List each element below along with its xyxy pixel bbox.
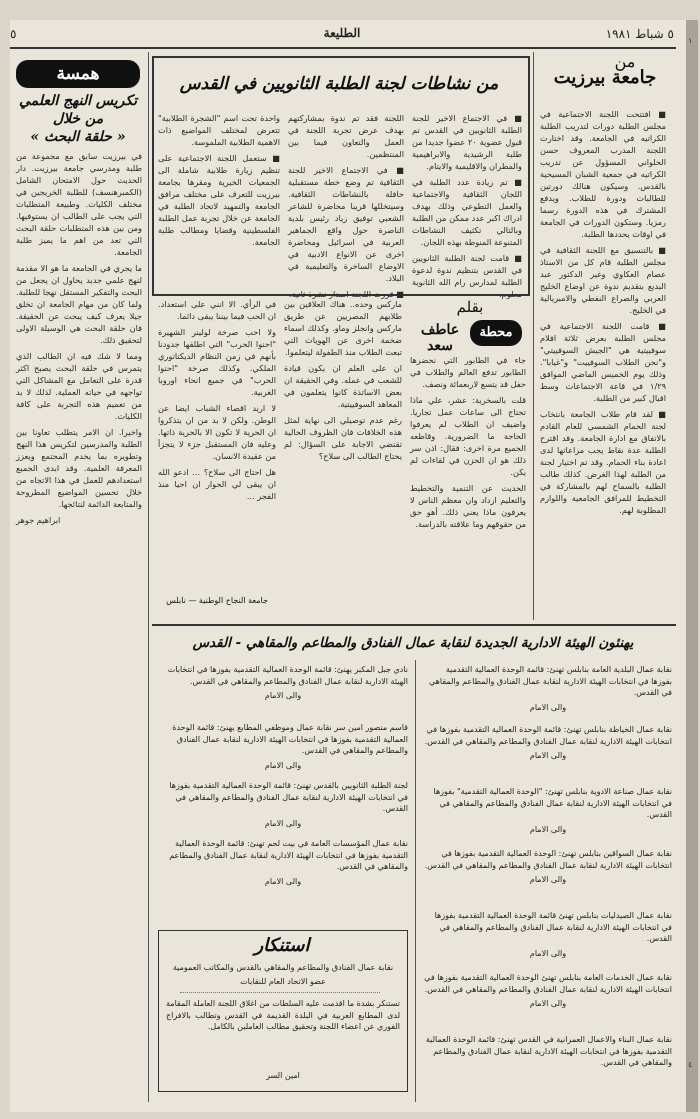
column-rule: [415, 660, 416, 1102]
notice-text: قاسم منصور امين سر نقابة عمال وموظفي المطابع يهنئ: قائمة الوحدة العمالية التقدمية بفوزها في انتخابات الهيئة الادارية لنقابة عمال الفنادق والمطاعم والمقاهي في القدس.: [172, 723, 408, 755]
left-article-tag: همسة: [16, 60, 140, 88]
congrats-notice: [424, 664, 672, 724]
mahatta-col-1: [410, 354, 526, 620]
congrats-notice: [158, 722, 408, 780]
istinkar-title: استنكار: [254, 935, 310, 956]
notice-text: نقابة عمال البلدية العامة بنابلس تهنئ: قائمة الوحدة العمالية التقدمية بفوزها في انتخابات الهيئة الادارية لنقابة عمال الفنادق والمطاعم والمقاهي في القدس.: [429, 665, 672, 697]
high-school-paragraph: ■ تم زيادة عدد الطلبة في اللجان الثقافية والاجتماعية والعمل التطوعي وذلك بهدف ادراك اكبر عدد ممكن من الطلبة وبالتالي تكثيف النشاطات المتنوعة المنوطة بهذه اللجان.: [412, 177, 522, 247]
notice-sign: والى الامام: [529, 751, 567, 760]
birzeit-paragraph: ■ لقد قام طلاب الجامعة بانتخاب لجنة الحمام الشمسي للعام القادم بالاتفاق مع ادارة الجامعة. وقد اقترح الطلبة عدة نقاط يجب مراعاتها لدى اعادة بناء الحمام. وقد تم اختيار لجنة من الطلبة لهذا الغرض. كذلك طالب الطلبة بالسماح لهم بالمشاركة في التخطيط للمرافق الجامعية واللوازم المطلوبة لهم.: [540, 409, 666, 515]
left-article-paragraph: ومما لا شك فيه ان الطالب الذي يتمرس في حلقة البحث يصبح اكثر قدرة على التعامل مع المشاكل التي تواجهه في حياته العملية. لذلك لا بد من تعميم هذه التجربة على كافة الكليات.: [16, 351, 142, 421]
notice-sign: والى الامام: [529, 999, 567, 1008]
mahatta-byline: بقلم: [456, 298, 484, 316]
page-header: [10, 26, 674, 46]
high-school-paragraph: ■ في الاجتماع الاخير للجنة الطلبة الثانويين في القدس تم قبول عضوية ٢٠ عضوا جديدا من طلبة الرشيدية والابراهيمية والمطران والاقليمية والايتام.: [412, 113, 522, 171]
congrats-notice: [424, 786, 672, 848]
birzeit-paragraph: ■ افتتحت اللجنة الاجتماعية في مجلس الطلبة دورات لتدريب الطلبة الكراتيه في الجامعة. وقد اختارت اللجنة المدرب المعروف حسن الحلواني المسؤول عن تدريب الكراتيه في جمعية الشبان المسيحية بالقدس. وسيكون هنالك دورتين للطالبات ودورة للطلاب. ويدفع المشترك في هذه الدورة رسما رمزيا. وستكون الدورات في الجامعة في اوقات يحددها الطلبة.: [540, 109, 666, 239]
left-article-title-line: تكريس النهج العلمي: [18, 93, 138, 109]
notice-sign: والى الامام: [529, 824, 567, 834]
istinkar-sign: امين السر: [266, 1071, 300, 1080]
column-rule: [533, 52, 534, 620]
birzeit-body: [540, 108, 666, 620]
column-rule: [148, 52, 149, 1102]
high-school-paragraph: ■ قامت لجنة الطلبة الثانويين في القدس بتنظيم ندوة لدعوة الطلبة لمدارس رام الله الثانوية معلوم.: [412, 253, 522, 299]
mahatta-paragraph: الحديث عن التنمية والتخطيط والتعليم ازداد وان معظم الناس لا يعرفون ماذا يعني ذلك. أهو حق من حقوقهم وما علاقته بالدراسة.: [410, 483, 526, 529]
mahatta-paragraph: جاء في الطابور التي نحضرها الطابور تدفع العالم والطلاب في حفل قد يتسع لاربعمائة ونصف.: [410, 355, 526, 389]
notice-text: نقابة عمال الخياطة بنابلس تهنئ: قائمة الوحدة العمالية التقدمية بفوزها في انتخابات الهيئة الادارية لنقابة عمال الفنادق والمطاعم والمقاهي في القدس.: [424, 725, 672, 746]
mahatta-col-2: [284, 298, 402, 620]
birzeit-paragraph: ■ بالتنسيق مع اللجنة الثقافية في مجلس الطلبة قام كل من الاستاذ عصام العكاوي وغير الدكتور عبد البديع بتقديم ندوة عن اوضاع الخليج العربي والصراع النفطي والامبريالية في الخليج.: [540, 245, 666, 315]
high-school-signature: جامعة النجاح الوطنية — نابلس: [166, 596, 268, 605]
notice-text: نقابة عمال الخدمات العامة بنابلس تهنئ الوحدة العمالية التقدمية بفوزها في انتخابات الهيئة الادارية لنقابة عمال الفنادق والمطاعم والمقاهي في القدس.: [424, 973, 672, 994]
congrats-notice: [424, 848, 672, 910]
istinkar-body: تستنكر بشدة ما اقدمت عليه السلطات من اغلاق اللجنة العاملة المقامة لدى المطابع العربية في البلدة القديمة في القدس وتطالب بالافراج الفوري عن اعضاء اللجنة وتحقيق مطالب العاملين بالكامل.: [166, 999, 400, 1031]
high-school-col-2: [288, 112, 404, 299]
high-school-paragraph: ■ ستعمل اللجنة الاجتماعية على تنظيم زيارة طلابية شاملة الى الجمعيات الخيرية ومقرها بجامعة بيرزيت للتعرف على مختلف مرافق الجامعة والتمهيد لاتحاد الطلبة في الجامعة عن خلال تجربة عمل الطلبة الفلسطينية وقضايا ومطالب طلبة الجامعة.: [158, 153, 280, 247]
spine-mark: ١: [688, 36, 693, 45]
section-rule: [152, 624, 676, 626]
high-school-col-1: [412, 112, 522, 299]
congrats-notice: [424, 724, 672, 786]
mahatta-paragraph: ماركس وحده.. هناك العلاقين بين طلابهم المصريين عن طريق ماركس وانجلز وماو. وكذلك اسماء ضخمة اخرى عن الهويات التي تبعث الطلاب منذ الطفولة ليتعلموا.: [284, 299, 402, 357]
notice-sign: والى الامام: [529, 702, 567, 712]
high-school-paragraph: اللجنة فقد تم ندوة بمشاركتهم بهدف عرض تجربة اللجنة في العمل والتعاون فيما بين المنتظمين.: [288, 113, 404, 159]
header-rule: [10, 47, 676, 49]
notice-sign: والى الامام: [529, 875, 567, 884]
high-school-col-3: [158, 112, 280, 288]
left-article-paragraph: ما يجري في الجامعة ما هو الا مقدمة لنهج علمي جديد يحاول ان يجعل من البحث والتفكير المستقل نهجا للطلبة. ولما كان من مهام الجامعة ان تخلق جيلا يعرف كيف يبحث عن الحقيقة. فان حلقة البحث هي الوسيلة الاولى لتحقيق ذلك.: [16, 263, 142, 345]
mahatta-paragraph: لا اريد اقصاء الشباب ايضا عن الوطن. ولكن لا بد من ان يتذكروا ان الحرية لا تكون الا بالحرية ذاتها. وعليه فان المستقبل جزء لا يتجزأ من عقيدة الانسان.: [158, 403, 276, 461]
notice-sign: والى الامام: [264, 760, 302, 770]
birzeit-kicker: من: [614, 52, 636, 71]
congrats-right-column: [424, 664, 672, 1100]
mahatta-paragraph: ولا احب صرخة لولينر الشهيرة "احنوا الحرب" التي اطلقها جدودنا بأنهم في زمن النظام الديكتاتوري الملكي. وكذلك صرخة "احنوا الحرب" في جميع انحاء اوروبا الغربية.: [158, 327, 276, 397]
mahatta-col-3: [158, 298, 276, 620]
mahatta-paragraph: ان على العلم ان يكون قيادة للشعب في عمله. وفي الحقيقة ان بعض الاساتذة كانوا يتعلمون في المعاهد السوفييتية.: [284, 363, 402, 409]
high-school-headline: من نشاطات لجنة الطلبة الثانويين في القدس: [179, 74, 499, 94]
left-article-body: [16, 150, 142, 1088]
left-article-title: [14, 92, 142, 146]
congrats-notice: [158, 664, 408, 722]
istinkar-sub-2: عضو الاتحاد العام للنقابات: [240, 977, 326, 986]
birzeit-paragraph: ■ قامت اللجنة الاجتماعية في مجلس الطلبة بعرض ثلاثة افلام سوفييتية هي "الجيش السوفييتي" و"نحن الطلاب السوفييت" و"غيابا". وذلك يوم الخميس الماضي الموافق ١/٢٩ في قاعة الاجتماعات وسط اقبال كبير من الطلبة.: [540, 321, 666, 403]
page-spine: [686, 20, 698, 1112]
left-article-title-line: من خلال: [52, 111, 104, 127]
mahatta-author: عاطف سعد: [420, 322, 460, 354]
notice-sign: والى الامام: [264, 818, 302, 828]
high-school-paragraph: واحدة تحت اسم "الشجرة الطلابية" تتعرض لمختلف المواضيع ذات الاهمية الطلابية الملموسة.: [158, 113, 280, 147]
istinkar-sub: نقابة عمال الفنادق والمطاعم والمقاهي بالقدس والمكاتب العمومية: [172, 963, 394, 972]
congrats-notice: [158, 838, 408, 887]
notice-text: نقابة عمال الصيدليات بنابلس تهنئ قائمة الوحدة العمالية التقدمية بفوزها في انتخابات الهيئة الادارية لنقابة عمال الفنادق والمطاعم والمقاهي في القدس.: [434, 911, 672, 943]
left-article-title-line: « حلقة البحث »: [30, 129, 126, 145]
notice-text: نقابة عمال السواقين بنابلس تهنئ: الوحدة العمالية التقدمية بفوزها في انتخابات الهيئة الادارية لنقابة عمال الفنادق والمطاعم والمقاهي في القدس.: [424, 849, 672, 870]
high-school-paragraph: ■ قررت اللجنة اصدار نشرة ثانية.: [288, 289, 404, 299]
mahatta-paragraph: رغم عدم توصيلي الى نهاية لمثل هذه الخلافات فان الظروف الحالية تقتضي الاجابة على السؤال: لم يحتاج الطالب الى سلاح؟: [284, 415, 402, 461]
notice-sign: والى الامام: [529, 948, 567, 958]
notice-text: نقابة عمال صناعة الادوية بنابلس تهنئ: "الوحدة العمالية التقدمية" بفوزها في انتخابات الهيئة الادارية لنقابة عمال الفنادق والمطاعم والمقاهي في القدس.: [433, 787, 672, 819]
mahatta-paragraph: في الرأي. الا انني على استعداد. ان الحب فيما بيننا يبقى دائما.: [158, 299, 276, 321]
mahatta-paragraph: قلت بالسخرية: عشر، علي ماذا تحتاج الى ساعات عمل تجاريا. واضيف ان الطلاب لم يعرفوا الحاجة ما الضرورية. وقاطعه الجميع مرة اخرى: فقال: اذن سر ذلك هو ان الحزن في لقاءات لم يكن.: [410, 395, 526, 477]
left-article-signature: ابراهيم جوهر: [16, 515, 61, 525]
page-number: ٥: [10, 27, 17, 41]
divider: [180, 992, 380, 993]
congrats-headline: يهنئون الهيئة الادارية الجديدة لنقابة عمال الفنادق والمطاعم والمقاهي - القدس: [192, 635, 634, 651]
notice-text: نادي جبل المكبر يهنئ: قائمة الوحدة العمالية التقدمية بفوزها في انتخابات الهيئة الادارية لنقابة عمال الفنادق والمطاعم والمقاهي في القدس.: [167, 665, 408, 686]
high-school-paragraph: ■ في الاجتماع الاخير للجنة الثقافية تم وضع خطة مستقبلية حافلة بالنشاطات الثقافية. وسيتخللها قريبا محاضرة للشاعر الشعبي توفيق زياد رئيس بلدية الناصرة حول واقع الجماهير العربية في اسرائيل ومحاضرة اخرى عن الانواع الادبية في الاوضاع الساخرة والتعليمية في البلاد.: [288, 165, 404, 283]
notice-sign: والى الامام: [264, 691, 302, 700]
spine-mark: ٤: [688, 1060, 693, 1069]
notice-text: لجنة الطلبة الثانويين بالقدس تهنئ: قائمة الوحدة العمالية التقدمية بفوزها في انتخابات الهيئة الادارية لنقابة عمال الفنادق والمطاعم والمقاهي في القدس.: [169, 781, 408, 813]
birzeit-title: جامعة بيرزيت: [553, 67, 657, 88]
congrats-left-column: [158, 664, 408, 894]
congrats-notice: [158, 780, 408, 838]
notice-text: نقابة عمال البناء والاعمال العمرانية في القدس تهنئ: قائمة الوحدة العمالية التقدمية بفوزها في انتخابات الهيئة الادارية لنقابة عمال الفنادق والمطاعم والمقاهي في القدس.: [425, 1035, 672, 1067]
left-article-paragraph: في بيرزيت سابق مع مجموعة من طلبة ومدرسي جامعة بيرزيت. دار الحديث حول الامتحان الشامل (الكمبرهنسف) للطلبة الخريجين في مختلف الكليات. وطبيعة المتطلبات التي يجب على الطالب ان يستوفيها. ومن بين هذه المتطلبات حلقة البحث التي تعد من اهم ما يميز طلبة الجامعة.: [16, 151, 142, 257]
congrats-notice: [424, 1034, 672, 1069]
mahatta-label: محطة: [470, 320, 522, 346]
notice-sign: والى الامام: [264, 876, 302, 886]
left-article-paragraph: واخيرا. ان الامر يتطلب تعاونا بين الطلبة والمدرسين لتكريس هذا النهج وتطويره بما يخدم المجتمع ويعزز المعرفة العلمية. وقد ابدى الجميع استعدادهم للعمل في هذا الاتجاه من خلال تحسين المواضيع المطروحة والمتابعة الدائمة لنتائجها.: [16, 427, 142, 509]
congrats-notice: [424, 972, 672, 1034]
mahatta-paragraph: هل احتاج الى سلاح؟ ... ادعو الله ان يبقى لي الحوار ان احيا منذ الفجر ...: [158, 467, 276, 501]
newspaper-title: الطليعة: [323, 26, 361, 40]
notice-text: نقابة عمال المؤسسات العامة في بيت لحم تهنئ: قائمة الوحدة العمالية التقدمية بفوزها في انتخابات الهيئة الادارية لنقابة عمال الفنادق والمطاعم والمقاهي في القدس.: [169, 839, 408, 871]
congrats-notice: [424, 910, 672, 972]
issue-date: ٥ شباط ١٩٨١: [605, 27, 674, 41]
